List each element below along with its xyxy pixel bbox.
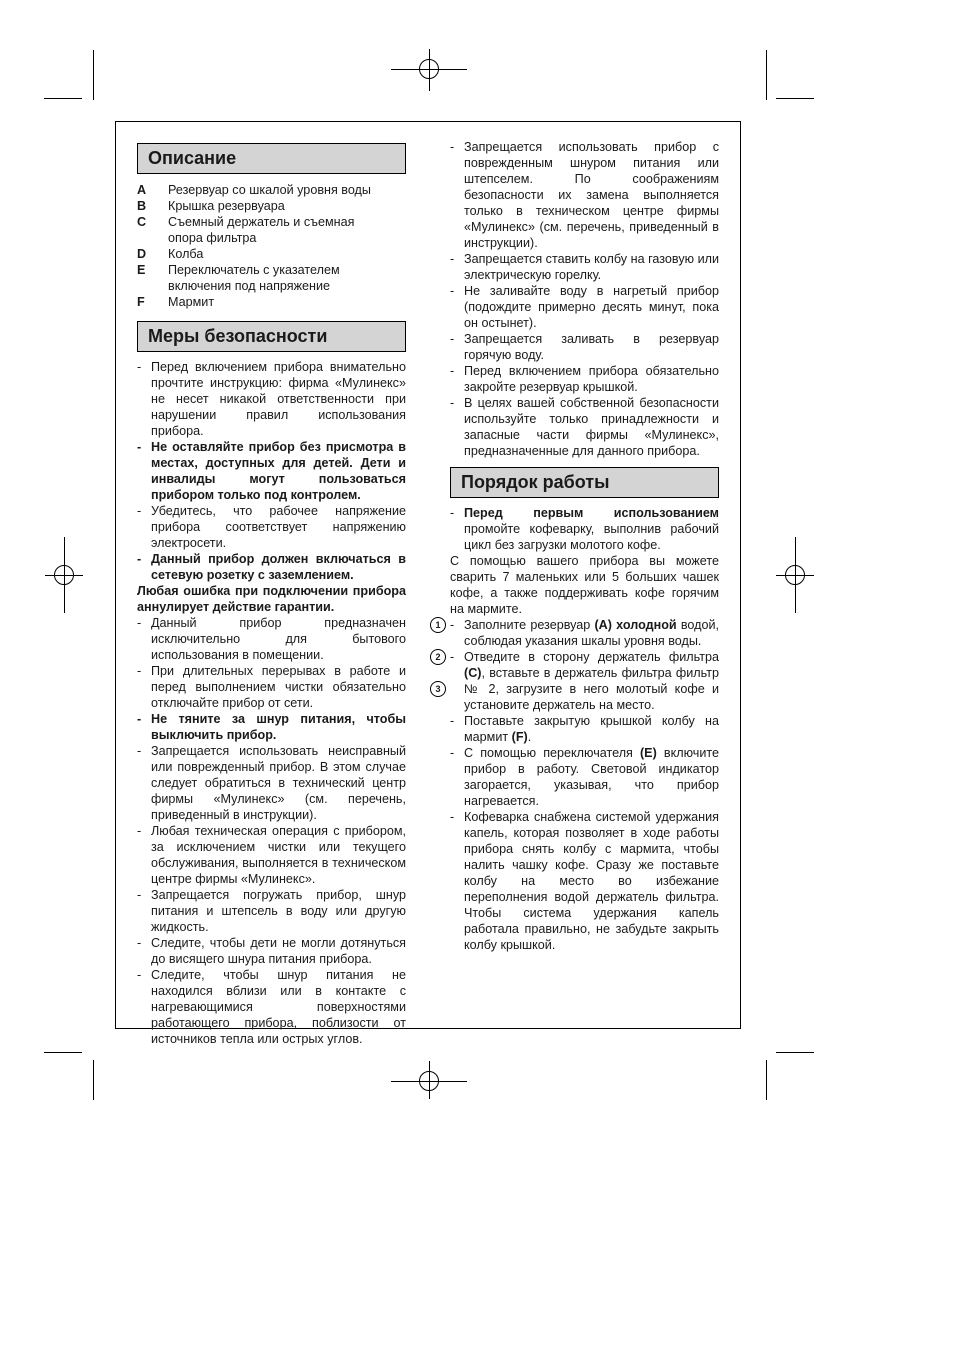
operation-drip-stop: - Кофеварка снабжена системой удержания капель, которая позволяет в ходе работы прибора снять колбу с мармита, чтобы налить чашку кофе. Сразу же поставьте колбу на место во избежание переполнения водой держатель фильтра. Чтобы система удержания капель работала правильно, не забудьте закрыть колбу крышкой. (450, 810, 719, 952)
safety-item: - Перед включением прибора внимательно прочтите инструкцию: фирма «Мулинекс» не несет никакой ответственности при нарушении правил использования прибора. (137, 360, 406, 438)
right-column (435, 139, 720, 953)
safety-item: - Запрещается погружать прибор, шнур питания и штепсель в воду или другую жидкость. (137, 888, 406, 934)
operation-step-filter: 2 3 - Отведите в сторону держатель фильтра (C), вставьте в держатель фильтра фильтр № 2, загрузите в него молотый кофе и установите держатель на место. (450, 649, 719, 713)
part-text: Мармит (168, 295, 215, 309)
part-text: Переключатель с указателем включения под напряжение (168, 263, 340, 293)
operation-list (435, 505, 720, 953)
description-heading: Описание (137, 143, 406, 174)
safety-heading: Меры безопасности (137, 321, 406, 352)
crop-mark (776, 98, 814, 99)
part-key: A (137, 183, 147, 197)
operation-heading: Порядок работы (450, 467, 719, 498)
warranty-note: Любая ошибка при подключении прибора аннулирует действие гарантии. (137, 584, 406, 614)
part-key: C (137, 215, 147, 229)
operation-step-switch: - С помощью переключателя (E) включите прибор в работу. Световой индикатор загорается, указывая, что прибор нагревается. (450, 746, 719, 808)
registration-mark-icon (54, 565, 74, 585)
capacity-note: С помощью вашего прибора вы можете сварить 7 маленьких или 5 больших чашек кофе, а также поддерживать кофе горячим на мармите. (450, 554, 719, 616)
part-key: D (137, 247, 147, 261)
part-item (137, 198, 406, 214)
safety-item: - Не заливайте воду в нагретый прибор (подождите примерно десять минут, пока он остынет). (450, 284, 719, 330)
safety-list (137, 359, 406, 1047)
safety-item: - Любая техническая операция с прибором, за исключением чистки или текущего обслуживания, выполняется в техническом центре фирмы «Мулинекс». (137, 824, 406, 886)
part-item (137, 294, 406, 310)
parts-list (137, 182, 406, 310)
part-text: Колба (168, 247, 204, 261)
step-2-icon: 2 (430, 649, 446, 665)
crop-mark (766, 1060, 767, 1100)
crop-mark (93, 1060, 94, 1100)
safety-item: - Убедитесь, что рабочее напряжение прибора соответствует напряжению электросети. (137, 504, 406, 550)
safety-item: - Данный прибор предназначен исключительно для бытового использования в помещении. (137, 616, 406, 662)
safety-item: - Запрещается ставить колбу на газовую или электрическую горелку. (450, 252, 719, 282)
safety-item: - Следите, чтобы дети не могли дотянуться до висящего шнура питания прибора. (137, 936, 406, 966)
safety-item: - Не оставляйте прибор без присмотра в местах, доступных для детей. Дети и инвалиды могут пользоваться прибором только под контролем. (137, 440, 406, 502)
operation-step-fill: 1 - Заполните резервуар (A) холодной водой, соблюдая указания шкалы уровня воды. (450, 617, 719, 649)
part-key: F (137, 295, 145, 309)
step-1-icon: 1 (430, 617, 446, 633)
safety-item: - Запрещается использовать неисправный или поврежденный прибор. В этом случае следует обратиться в технический центр фирмы «Мулинекс» (см. перечень, приведенный в инструкции). (137, 744, 406, 822)
safety-item: - При длительных перерывах в работе и перед выполнением чистки обязательно отключайте прибор от сети. (137, 664, 406, 710)
registration-mark-icon (785, 565, 805, 585)
part-key: E (137, 263, 146, 277)
part-item (137, 262, 406, 294)
crop-mark (776, 1052, 814, 1053)
safety-item: - Перед включением прибора обязательно закройте резервуар крышкой. (450, 364, 719, 394)
step-3-icon: 3 (430, 681, 446, 697)
safety-item: - Не тяните за шнур питания, чтобы выключить прибор. (137, 712, 406, 742)
part-text: Съемный держатель и съемная опора фильтра (168, 215, 355, 245)
safety-item: - Запрещается использовать прибор с поврежденным шнуром питания или штепселем. По соображениям безопасности их замена выполняется только в техническом центре фирмы «Мулинекс» (см. перечень, приведенный в инструкции). (450, 140, 719, 250)
operation-item-first-use: - Перед первым использованием промойте кофеварку, выполнив рабочий цикл без загрузки молотого кофе. (450, 506, 719, 552)
part-item (137, 182, 406, 198)
part-key: B (137, 199, 147, 213)
left-column (137, 143, 406, 1047)
registration-mark-icon (419, 1071, 439, 1091)
part-item (137, 246, 406, 262)
operation-step-carafe: - Поставьте закрытую крышкой колбу на мармит (F). (450, 714, 719, 744)
part-item (137, 214, 406, 246)
crop-mark (44, 1052, 82, 1053)
safety-item: - Запрещается заливать в резервуар горячую воду. (450, 332, 719, 362)
safety-list-continued (450, 139, 719, 459)
safety-item: - Следите, чтобы шнур питания не находился вблизи или в контакте с нагревающимися поверхностями работающего прибора, поблизости от источников тепла или острых углов. (137, 968, 406, 1046)
safety-item: - Данный прибор должен включаться в сетевую розетку с заземлением. (137, 552, 406, 582)
crop-mark (766, 50, 767, 100)
part-text: Крышка резервуара (168, 199, 285, 213)
part-text: Резервуар со шкалой уровня воды (168, 183, 371, 197)
crop-mark (44, 98, 82, 99)
safety-item: - В целях вашей собственной безопасности используйте только принадлежности и запасные части фирмы «Мулинекс», предназначенные для данного прибора. (450, 396, 719, 458)
registration-mark-icon (419, 59, 439, 79)
crop-mark (93, 50, 94, 100)
